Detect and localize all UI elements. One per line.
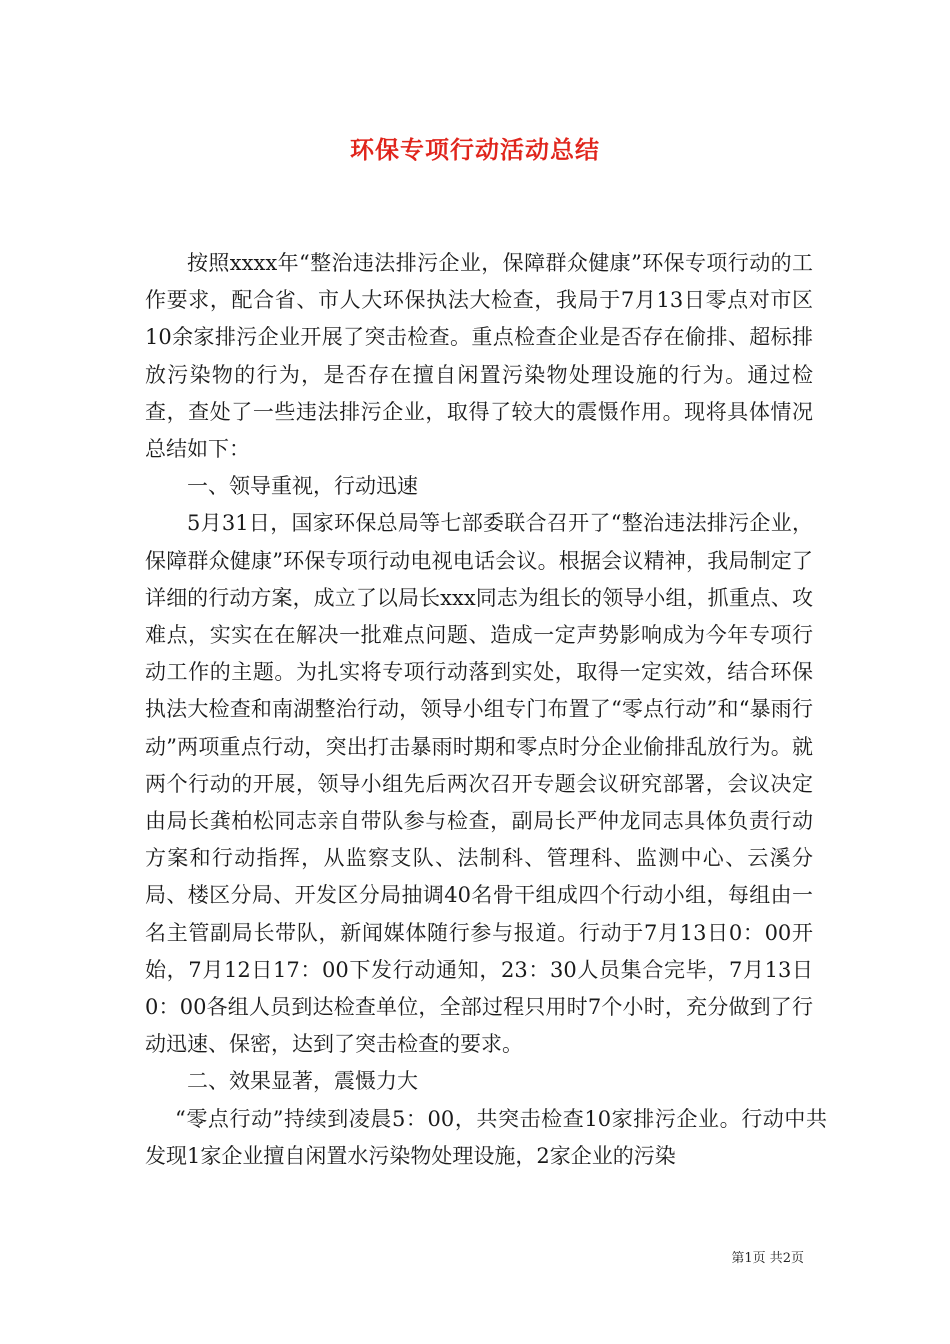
paragraph-intro: 按照xxxx年“整治违法排污企业，保障群众健康”环保专项行动的工作要求，配合省、市人大环保执法大检查，我局于7月13日零点对市区10余家排污企业开展了突击检查。重点检查企业是否存在偷排、超标排放污染物的行为，是否存在擅自闲置污染物处理设施的行为。通过检查，查处了一些违法排污企业，取得了较大的震慑作用。现将具体情况总结如下： <box>145 251 813 462</box>
section-heading-2: 二、效果显著，震慑力大 <box>187 1069 418 1094</box>
document-body <box>145 245 827 1175</box>
paragraph-section-2: “零点行动”持续到凌晨5：00，共突击检查10家排污企业。行动中共发现1家企业擅自闲置水污染物处理设施，2家企业的污染 <box>145 1106 827 1168</box>
paragraph-section-1: 5月31日，国家环保总局等七部委联合召开了“整治违法排污企业，保障群众健康”环保专项行动电视电话会议。根据会议精神，我局制定了详细的行动方案，成立了以局长xxx同志为组长的领导小组，抓重点、攻难点，实实在在解决一批难点问题、造成一定声势影响成为今年专项行动工作的主题。为扎实将专项行动落到实处，取得一定实效，结合环保执法大检查和南湖整治行动，领导小组专门布置了“零点行动”和“暴雨行动”两项重点行动，突出打击暴雨时期和零点时分企业偷排乱放行为。就两个行动的开展，领导小组先后两次召开专题会议研究部署，会议决定由局长龚柏松同志亲自带队参与检查，副局长严仲龙同志具体负责行动方案和行动指挥，从监察支队、法制科、管理科、监测中心、云溪分局、楼区分局、开发区分局抽调40名骨干组成四个行动小组，每组由一名主管副局长带队，新闻媒体随行参与报道。行动于7月13日0：00开始，7月12日17：00下发行动通知，23：30人员集合完毕，7月13日0：00各组人员到达检查单位，全部过程只用时7个小时，充分做到了行动迅速、保密，达到了突击检查的要求。 <box>145 511 813 1057</box>
page-number: 第1页 共2页 <box>731 1251 804 1266</box>
section-heading-1: 一、领导重视，行动迅速 <box>187 474 418 499</box>
document-title: 环保专项行动活动总结 <box>350 135 600 164</box>
